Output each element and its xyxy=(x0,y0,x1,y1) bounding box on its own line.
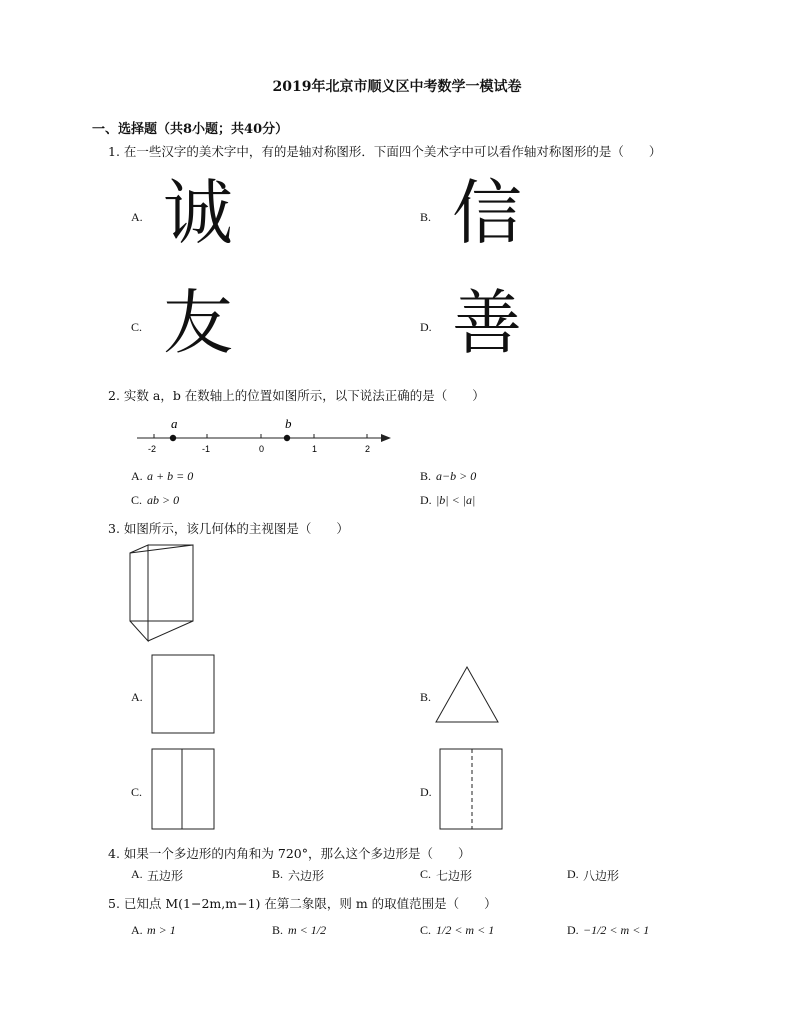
q2-option-c-text: ab > 0 xyxy=(147,493,180,507)
q4-option-a-letter[interactable]: A. xyxy=(131,867,143,881)
question-4-stem: 4. 如果一个多边形的内角和为 720°，那么这个多边形是（ ） xyxy=(108,846,471,861)
q3-option-c-letter[interactable]: C. xyxy=(131,785,143,799)
q1-option-c-letter[interactable]: C. xyxy=(131,320,143,334)
q4-option-c-text: 七边形 xyxy=(436,869,473,883)
q4-option-b-text: 六边形 xyxy=(288,869,325,883)
tick-label: 0 xyxy=(259,444,265,454)
q5-option-a-letter[interactable]: A. xyxy=(131,923,143,937)
page-title: 2019年北京市顺义区中考数学一模试卷 xyxy=(272,79,522,95)
q1-option-a-letter[interactable]: A. xyxy=(131,210,143,224)
q2-option-b-text: a−b > 0 xyxy=(436,469,477,483)
q5-option-b-letter[interactable]: B. xyxy=(272,923,284,937)
number-line-arrow xyxy=(381,434,391,442)
q3-option-b-figure xyxy=(434,664,502,724)
tick-label: -1 xyxy=(202,444,211,454)
q4-option-c-letter[interactable]: C. xyxy=(420,867,432,881)
q1-option-c-char: 友 xyxy=(163,282,233,364)
q3-option-a-figure xyxy=(150,653,216,735)
q3-option-a-letter[interactable]: A. xyxy=(131,690,143,704)
q5-option-c-text: 1/2 < m < 1 xyxy=(436,923,495,937)
q5-option-b-text: m < 1/2 xyxy=(288,923,327,937)
q5-option-a-text: m > 1 xyxy=(147,923,176,937)
q1-option-b-letter[interactable]: B. xyxy=(420,210,432,224)
q5-option-c-letter[interactable]: C. xyxy=(420,923,432,937)
number-line-figure xyxy=(135,414,395,454)
q4-option-d-letter[interactable]: D. xyxy=(567,867,579,881)
question-3-stem: 3. 如图所示，该几何体的主视图是（ ） xyxy=(108,521,349,536)
q1-option-a-char: 诚 xyxy=(163,172,233,254)
q5-option-d-text: −1/2 < m < 1 xyxy=(583,923,650,937)
question-5-stem: 5. 已知点 M(1−2m,m−1) 在第二象限，则 m 的取值范围是（ ） xyxy=(108,896,497,911)
point-a-label: a xyxy=(171,416,178,431)
section-heading: 一、选择题（共8小题；共40分） xyxy=(92,122,289,137)
tick-label: 1 xyxy=(312,444,318,454)
q3-option-c-figure xyxy=(150,747,216,831)
tick-label: 2 xyxy=(365,444,371,454)
q2-option-d-text: |b| < |a| xyxy=(436,493,476,507)
q2-option-a-text: a + b = 0 xyxy=(147,469,194,483)
q5-option-d-letter[interactable]: D. xyxy=(567,923,579,937)
q3-option-d-letter[interactable]: D. xyxy=(420,785,432,799)
q4-option-d-text: 八边形 xyxy=(583,869,620,883)
q4-option-a-text: 五边形 xyxy=(147,869,184,883)
question-2-stem: 2. 实数 a，b 在数轴上的位置如图所示，以下说法正确的是（ ） xyxy=(108,388,485,403)
q1-option-b-char: 信 xyxy=(452,172,522,254)
q1-option-d-letter[interactable]: D. xyxy=(420,320,432,334)
prism-figure xyxy=(128,543,208,643)
q2-option-a-letter[interactable]: A. xyxy=(131,469,143,483)
q1-option-d-char: 善 xyxy=(452,282,522,364)
question-1-stem: 1. 在一些汉字的美术字中，有的是轴对称图形．下面四个美术字中可以看作轴对称图形的是（ ） xyxy=(108,144,662,159)
q3-option-b-letter[interactable]: B. xyxy=(420,690,432,704)
q2-option-d-letter[interactable]: D. xyxy=(420,493,432,507)
point-b-dot xyxy=(284,435,290,441)
q4-option-b-letter[interactable]: B. xyxy=(272,867,284,881)
q2-option-c-letter[interactable]: C. xyxy=(131,493,143,507)
point-b-label: b xyxy=(285,416,292,431)
point-a-dot xyxy=(170,435,176,441)
tick-label: -2 xyxy=(148,444,157,454)
q2-option-b-letter[interactable]: B. xyxy=(420,469,432,483)
q3-option-d-figure xyxy=(438,747,504,831)
